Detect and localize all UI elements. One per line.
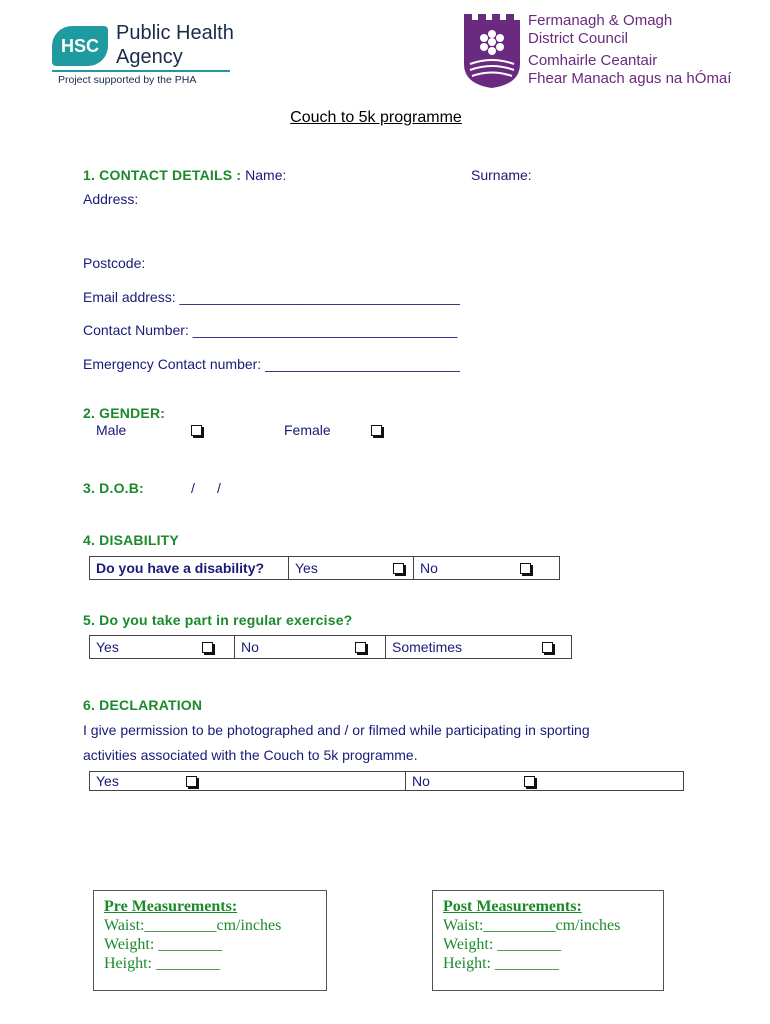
exercise-heading: 5. Do you take part in regular exercise? bbox=[83, 612, 353, 628]
pha-logo bbox=[50, 22, 235, 90]
surname-label[interactable]: Surname: bbox=[471, 167, 532, 183]
gender-female-label: Female bbox=[284, 422, 331, 438]
disability-yes-checkbox[interactable] bbox=[393, 563, 404, 574]
council-crest-icon bbox=[462, 12, 522, 90]
declaration-yes-label: Yes bbox=[96, 773, 119, 789]
declaration-table bbox=[89, 771, 684, 791]
address-label[interactable]: Address: bbox=[83, 191, 139, 207]
dob-slash-1: / bbox=[191, 480, 195, 496]
contact-heading: 1. CONTACT DETAILS : bbox=[83, 167, 242, 183]
declaration-no-cell[interactable] bbox=[406, 772, 684, 791]
pre-waist-field[interactable]: Waist:_________cm/inches bbox=[104, 917, 282, 934]
pre-height-field[interactable]: Height: ________ bbox=[104, 955, 220, 972]
council-line1: Fermanagh & Omagh bbox=[528, 12, 673, 29]
gender-heading: 2. GENDER: bbox=[83, 405, 166, 421]
declaration-text-line1: I give permission to be photographed and / or filmed while participating in sporting bbox=[83, 722, 590, 738]
pre-measurements-title: Pre Measurements: bbox=[104, 898, 238, 915]
gender-male-label: Male bbox=[96, 422, 127, 438]
pha-rule bbox=[52, 70, 230, 72]
gender-female-checkbox[interactable] bbox=[371, 425, 382, 436]
emergency-contact-field[interactable]: Emergency Contact number: _________________________ bbox=[83, 356, 460, 372]
contact-heading-row bbox=[83, 167, 286, 183]
exercise-yes-checkbox[interactable] bbox=[202, 642, 213, 653]
declaration-text-line2: activities associated with the Couch to 5k programme. bbox=[83, 747, 418, 763]
pre-weight-field[interactable]: Weight: ________ bbox=[104, 936, 223, 953]
disability-heading: 4. DISABILITY bbox=[83, 532, 179, 548]
pha-name-line1: Public Health bbox=[116, 22, 234, 44]
disability-question: Do you have a disability? bbox=[90, 557, 289, 580]
exercise-yes-label: Yes bbox=[96, 639, 119, 655]
exercise-no-cell[interactable] bbox=[235, 636, 386, 659]
declaration-yes-checkbox[interactable] bbox=[186, 776, 197, 787]
hsc-badge bbox=[52, 26, 108, 66]
post-waist-field[interactable]: Waist:_________cm/inches bbox=[443, 917, 621, 934]
exercise-sometimes-label: Sometimes bbox=[392, 639, 463, 655]
pre-measurements-box bbox=[93, 890, 327, 991]
exercise-yes-cell[interactable] bbox=[90, 636, 235, 659]
post-weight-field[interactable]: Weight: ________ bbox=[443, 936, 562, 953]
disability-yes-cell[interactable] bbox=[289, 557, 414, 580]
dob-slash-2: / bbox=[217, 480, 221, 496]
council-line2: District Council bbox=[528, 30, 629, 47]
exercise-no-checkbox[interactable] bbox=[355, 642, 366, 653]
dob-heading: 3. D.O.B: bbox=[83, 480, 144, 496]
name-label[interactable]: Name: bbox=[245, 167, 287, 183]
contact-number-field[interactable]: Contact Number: __________________________________ bbox=[83, 322, 458, 338]
disability-yes-label: Yes bbox=[295, 560, 318, 576]
pha-tagline: Project supported by the PHA bbox=[58, 74, 197, 86]
hsc-badge-text: HSC bbox=[60, 36, 99, 56]
declaration-no-checkbox[interactable] bbox=[524, 776, 535, 787]
pha-name-line2: Agency bbox=[116, 46, 183, 68]
postcode-label[interactable]: Postcode: bbox=[83, 255, 146, 271]
exercise-sometimes-cell[interactable] bbox=[386, 636, 572, 659]
page-title: Couch to 5k programme bbox=[290, 109, 462, 126]
council-logo bbox=[462, 12, 742, 92]
declaration-yes-cell[interactable] bbox=[90, 772, 406, 791]
post-measurements-title: Post Measurements: bbox=[443, 898, 582, 915]
disability-no-label: No bbox=[420, 560, 438, 576]
disability-table bbox=[89, 556, 560, 580]
council-line4: Fhear Manach agus na hÓmaí bbox=[528, 70, 732, 87]
declaration-no-label: No bbox=[412, 773, 430, 789]
email-field[interactable]: Email address: ____________________________________ bbox=[83, 289, 460, 305]
disability-no-checkbox[interactable] bbox=[520, 563, 531, 574]
post-measurements-box bbox=[432, 890, 664, 991]
declaration-heading: 6. DECLARATION bbox=[83, 697, 203, 713]
gender-male-checkbox[interactable] bbox=[191, 425, 202, 436]
disability-no-cell[interactable] bbox=[414, 557, 560, 580]
exercise-no-label: No bbox=[241, 639, 259, 655]
post-height-field[interactable]: Height: ________ bbox=[443, 955, 559, 972]
exercise-sometimes-checkbox[interactable] bbox=[542, 642, 553, 653]
council-line3: Comhairle Ceantair bbox=[528, 52, 658, 69]
exercise-table bbox=[89, 635, 572, 659]
